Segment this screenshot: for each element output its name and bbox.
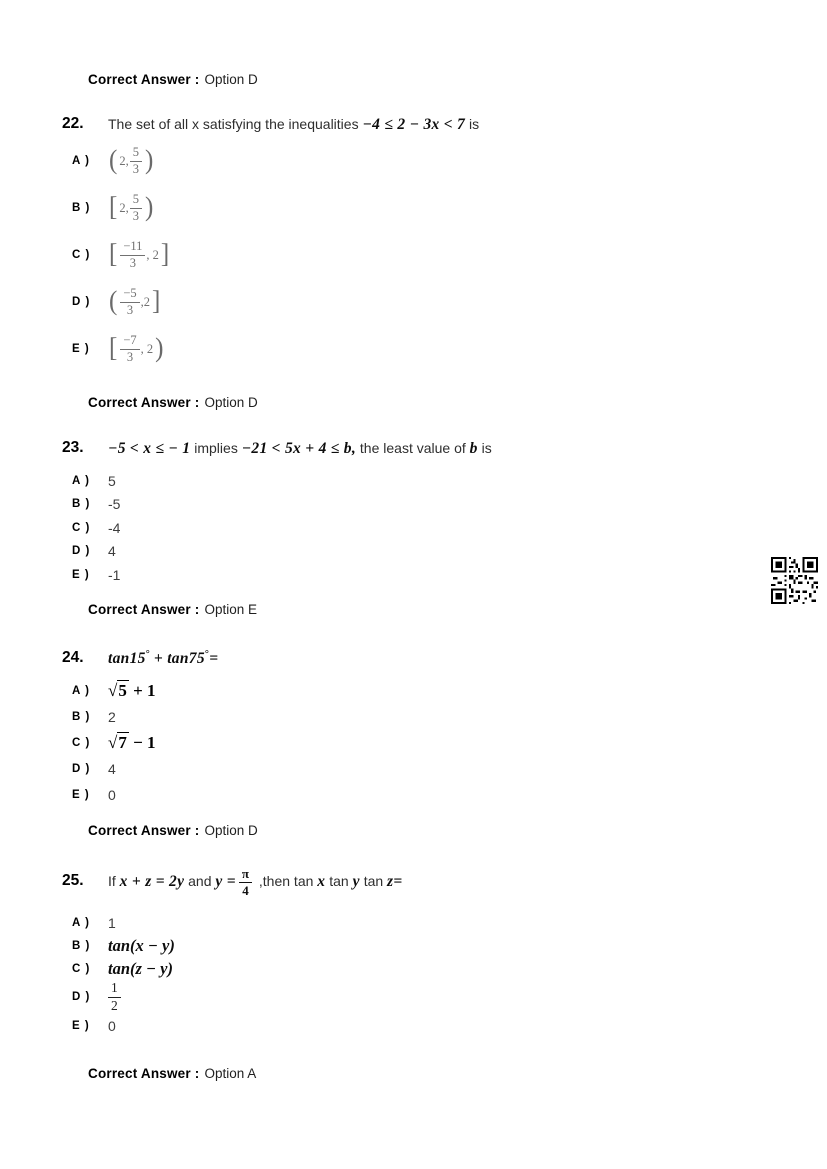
interval-right-value: , 2 (140, 341, 154, 356)
question-number: 25. (62, 872, 84, 889)
fraction-denominator: 3 (126, 349, 134, 364)
option-letter: B ) (72, 939, 91, 952)
fraction-numerator: 1 (108, 981, 121, 997)
open-bracket: [ (109, 239, 118, 270)
interval-left-value: 2, (119, 153, 129, 168)
question-22 (62, 113, 807, 379)
one-half-fraction (108, 981, 121, 1012)
option-value: 0 (108, 787, 116, 803)
question-text-segment: tan (363, 873, 384, 889)
question-24 (62, 647, 807, 808)
option-e-row (62, 782, 807, 808)
option-value: -4 (108, 519, 121, 536)
open-bracket: [ (109, 333, 118, 364)
question-math-segment: tan15 (108, 650, 146, 667)
fraction (130, 146, 142, 175)
fraction-denominator: 4 (242, 882, 249, 898)
fraction-denominator: 3 (129, 255, 136, 270)
correct-answer-label: Correct Answer : (88, 602, 200, 617)
option-value: 4 (108, 543, 116, 560)
option-c-row (62, 238, 807, 272)
question-math-segment: x (317, 873, 326, 890)
question-text-segment: If (108, 873, 116, 889)
radical-sign: √ (108, 733, 118, 752)
option-letter: E ) (72, 1019, 90, 1032)
option-letter: B ) (72, 498, 91, 511)
options-list (62, 144, 807, 366)
radicand: 7 (118, 733, 127, 752)
question-math-segment: + tan75 (153, 650, 205, 667)
fraction-numerator: 5 (130, 193, 142, 208)
open-bracket: [ (109, 192, 118, 223)
interval-left-value: 2, (119, 200, 129, 215)
correct-answer-label: Correct Answer : (88, 395, 200, 410)
question-text-segment: is (468, 116, 480, 132)
question-text (108, 864, 403, 899)
close-bracket: ] (152, 286, 161, 317)
options-list (62, 678, 807, 808)
radical-sign: √ (108, 681, 118, 700)
question-math-segment: −4 ≤ 2 − 3x < 7 (362, 116, 466, 133)
question-number: 23. (62, 439, 84, 456)
interval-right-value: ,2 (140, 294, 151, 309)
option-d-row (62, 540, 807, 564)
close-bracket: ) (144, 192, 154, 223)
option-letter: E ) (72, 343, 90, 355)
close-bracket: ] (160, 239, 170, 270)
question-math-segment: −21 < 5x + 4 ≤ b, (241, 440, 357, 457)
close-bracket: ) (144, 145, 154, 176)
question-number: 22. (62, 115, 84, 132)
question-text-segment: is (481, 440, 492, 456)
question-text (108, 437, 492, 460)
correct-answer-value: Option E (204, 602, 258, 617)
fraction-denominator: 3 (132, 161, 139, 176)
fraction-numerator: −5 (120, 287, 139, 302)
open-bracket: ( (109, 145, 118, 176)
option-b-row (62, 704, 807, 730)
option-letter: D ) (72, 545, 91, 558)
correct-answer-line (88, 823, 258, 838)
fraction-denominator: 2 (111, 997, 118, 1013)
option-a-row (62, 678, 807, 704)
fraction (120, 334, 139, 363)
close-bracket: ) (155, 333, 164, 364)
option-letter: C ) (72, 249, 91, 261)
option-e-row (62, 1014, 807, 1037)
degree-symbol: ° (204, 649, 210, 660)
option-value: 1 (108, 914, 116, 931)
question-math-segment: y (352, 873, 360, 890)
option-value: 5 (108, 472, 116, 489)
question-text (108, 647, 218, 672)
option-letter: E ) (72, 789, 90, 801)
fraction-numerator: −7 (120, 334, 139, 349)
option-letter: D ) (72, 296, 91, 308)
option-b-row (62, 493, 807, 517)
option-letter: A ) (72, 474, 90, 487)
option-math-value (108, 733, 156, 753)
question-text-segment: and (188, 873, 212, 889)
correct-answer-value: Option D (204, 395, 258, 410)
correct-answer-value: Option D (204, 72, 258, 87)
option-value: 0 (108, 1017, 116, 1034)
option-value: -1 (108, 566, 121, 583)
question-text-segment: implies (194, 440, 238, 456)
option-interval-value (108, 193, 154, 222)
question-math-segment: −5 < x ≤ − 1 (108, 440, 191, 457)
options-list (62, 469, 807, 587)
option-letter: D ) (72, 763, 91, 775)
option-c-row (62, 730, 807, 756)
correct-answer-value: Option A (204, 1066, 257, 1081)
option-letter: C ) (72, 521, 91, 534)
option-e-row (62, 563, 807, 587)
math-rest: − 1 (133, 733, 156, 752)
question-math-segment: b (469, 440, 478, 457)
degree-symbol: ° (145, 649, 150, 660)
interval-right-value: , 2 (146, 247, 159, 262)
radicand: 5 (118, 681, 127, 700)
option-letter: B ) (72, 711, 91, 723)
correct-answer-line (88, 602, 257, 617)
fraction-denominator: 3 (132, 208, 139, 223)
math-rest: + 1 (133, 681, 156, 700)
option-letter: E ) (72, 568, 90, 581)
option-e-row (62, 332, 807, 366)
option-value: 4 (108, 761, 116, 777)
option-math-value (108, 681, 156, 701)
option-b-row (62, 934, 807, 957)
question-text-segment: the least value of (359, 440, 466, 456)
option-interval-value (108, 287, 161, 316)
fraction (120, 240, 145, 269)
correct-answer-line (88, 72, 258, 87)
option-d-row (62, 980, 807, 1014)
question-text-segment: ,then tan (258, 873, 314, 889)
option-interval-value (108, 334, 164, 363)
option-value: -5 (108, 496, 121, 513)
option-d-row (62, 756, 807, 782)
option-math-value: tan(x − y) (108, 935, 175, 955)
option-a-row (62, 911, 807, 934)
fraction (130, 193, 142, 222)
option-a-row (62, 144, 807, 178)
option-c-row (62, 957, 807, 980)
option-letter: A ) (72, 685, 90, 697)
correct-answer-line (88, 1066, 256, 1081)
option-letter: A ) (72, 916, 90, 929)
correct-answer-label: Correct Answer : (88, 72, 200, 87)
question-25 (62, 864, 807, 1037)
question-heading (62, 864, 807, 899)
correct-answer-label: Correct Answer : (88, 1066, 200, 1081)
option-letter: C ) (72, 962, 91, 975)
options-list (62, 911, 807, 1037)
question-math-segment: = (209, 650, 219, 667)
question-number: 24. (62, 649, 84, 666)
option-math-value: tan(z − y) (108, 958, 173, 978)
option-c-row (62, 516, 807, 540)
correct-answer-label: Correct Answer : (88, 823, 200, 838)
question-heading (62, 647, 807, 672)
correct-answer-line (88, 395, 258, 410)
question-heading (62, 437, 807, 460)
option-letter: B ) (72, 202, 91, 214)
option-value: 2 (108, 709, 116, 725)
option-interval-value (108, 240, 170, 269)
question-text (108, 113, 479, 136)
question-text-segment: The set of all x satisfying the inequalities (108, 116, 359, 132)
fraction-numerator: −11 (120, 240, 145, 255)
fraction-denominator: 3 (126, 302, 134, 317)
pi-over-4-fraction (239, 867, 252, 897)
option-b-row (62, 191, 807, 225)
qr-code (771, 557, 818, 604)
correct-answer-value: Option D (204, 823, 258, 838)
fraction-numerator: 5 (130, 146, 142, 161)
option-d-row (62, 285, 807, 319)
open-bracket: ( (109, 286, 118, 317)
option-letter: C ) (72, 737, 91, 749)
option-letter: D ) (72, 991, 91, 1003)
question-math-segment: z= (387, 873, 403, 890)
fraction (120, 287, 139, 316)
option-a-row (62, 469, 807, 493)
option-interval-value (108, 146, 154, 175)
question-heading (62, 113, 807, 136)
option-letter: A ) (72, 155, 90, 167)
question-math-segment: y = (215, 873, 236, 890)
question-math-segment: x + z = 2y (119, 873, 185, 890)
fraction-numerator: π (239, 867, 252, 883)
question-text-segment: tan (329, 873, 349, 889)
question-23 (62, 437, 807, 587)
